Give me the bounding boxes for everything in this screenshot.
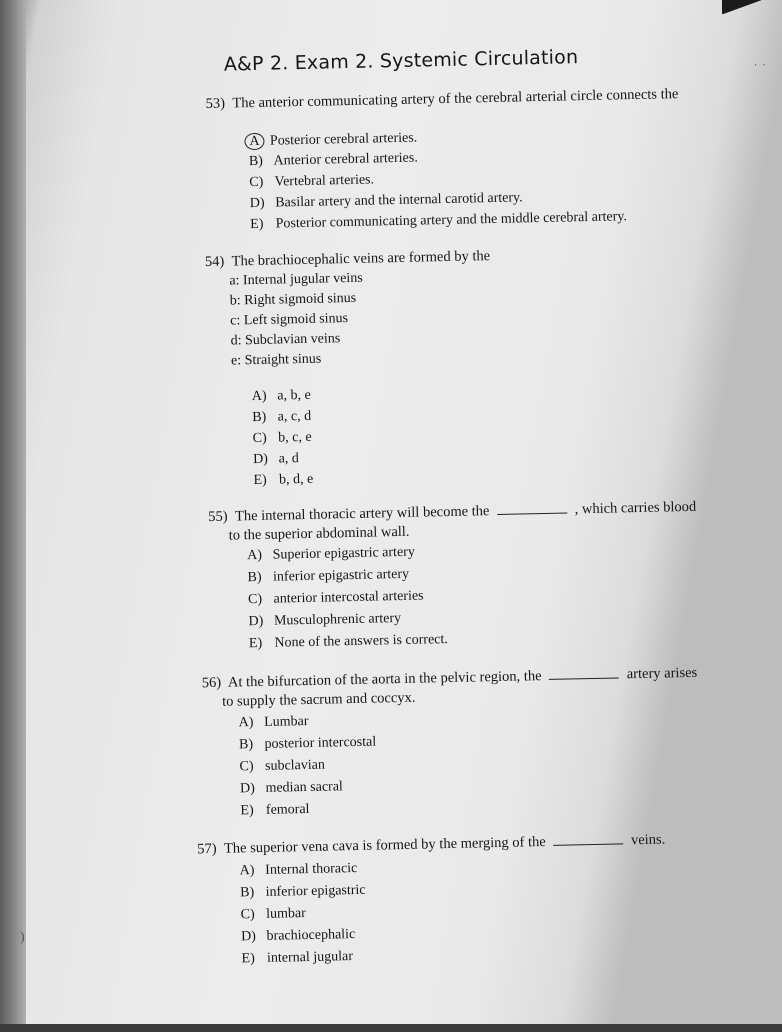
- option-text: None of the answers is correct.: [274, 632, 448, 651]
- question-55-option-e[interactable]: E) None of the answers is correct.: [248, 632, 448, 652]
- question-53-option-b[interactable]: B) Anterior cerebral arteries.: [248, 150, 418, 170]
- question-56-option-a[interactable]: A) Lumbar: [238, 713, 309, 731]
- option-text: Anterior cerebral arteries.: [273, 150, 418, 169]
- option-text: internal jugular: [266, 949, 354, 966]
- question-54-option-b[interactable]: B) a, c, d: [252, 408, 312, 426]
- option-text: Vertebral arteries.: [274, 172, 375, 190]
- question-55-option-b[interactable]: B) inferior epigastric artery: [247, 566, 410, 586]
- question-54-item-c: c: Left sigmoid sinus: [230, 311, 349, 329]
- option-text: Posterior cerebral arteries.: [269, 130, 418, 149]
- question-text-continued: , which carries blood: [574, 498, 697, 518]
- question-53-option-e[interactable]: E) Posterior communicating artery and the middle cerebral artery.: [250, 209, 628, 233]
- option-text: inferior epigastric: [265, 882, 366, 900]
- option-text: b, c, e: [278, 429, 312, 446]
- option-text: Lumbar: [263, 713, 309, 730]
- answer-blank[interactable]: [497, 501, 567, 515]
- question-57-option-c[interactable]: C) lumbar: [240, 906, 306, 923]
- question-54-option-a[interactable]: A) a, b, e: [251, 387, 311, 405]
- exam-title: A&P 2. Exam 2. Systemic Circulation: [223, 46, 579, 76]
- option-text: Musculophrenic artery: [273, 611, 402, 629]
- question-text: The internal thoracic artery will become the: [234, 503, 490, 525]
- question-55-option-a[interactable]: A) Superior epigastric artery: [246, 544, 416, 564]
- question-54-stem: [205, 248, 490, 271]
- question-text: The superior vena cava is formed by the merging of the: [223, 834, 546, 857]
- option-text: subclavian: [264, 757, 326, 774]
- circled-answer-mark: A: [244, 133, 264, 150]
- question-54-option-d[interactable]: D) a, d: [252, 451, 299, 468]
- question-57-option-d[interactable]: D) brachiocephalic: [240, 927, 356, 945]
- question-53-stem: [205, 86, 678, 113]
- option-text: anterior intercostal arteries: [273, 588, 424, 607]
- option-text: Internal thoracic: [265, 860, 358, 878]
- question-54-item-b: b: Right sigmoid sinus: [229, 290, 357, 309]
- question-56-option-c[interactable]: C) subclavian: [239, 757, 326, 775]
- question-55-option-c[interactable]: C) anterior intercostal arteries: [247, 588, 424, 608]
- question-56-stem-line-2: to supply the sacrum and coccyx.: [222, 689, 416, 710]
- option-text: inferior epigastric artery: [272, 566, 410, 585]
- question-56-option-b[interactable]: B) posterior intercostal: [238, 734, 377, 753]
- option-text: Basilar artery and the internal carotid artery.: [275, 190, 523, 211]
- question-53-option-a[interactable]: [248, 130, 417, 151]
- question-number: 53): [205, 95, 226, 112]
- question-57-stem: [197, 831, 665, 859]
- answer-blank[interactable]: [553, 831, 623, 845]
- question-53-option-d[interactable]: D) Basilar artery and the internal carotid artery.: [249, 190, 523, 212]
- margin-specks: · ·: [753, 59, 766, 72]
- option-text: a, d: [278, 451, 299, 467]
- question-57-option-a[interactable]: A) Internal thoracic: [239, 860, 358, 879]
- question-56-option-d[interactable]: D) median sacral: [239, 779, 344, 797]
- question-text: The anterior communicating artery of the cerebral arterial circle connects the: [232, 86, 679, 112]
- margin-tick: ): [20, 930, 25, 945]
- question-57-option-e[interactable]: E) internal jugular: [241, 949, 354, 967]
- question-number: 56): [201, 674, 222, 692]
- question-text: The brachiocephalic veins are formed by the: [231, 248, 491, 270]
- question-number: 57): [197, 840, 217, 858]
- option-text: brachiocephalic: [266, 927, 356, 944]
- option-text: lumbar: [265, 906, 306, 922]
- answer-blank[interactable]: [549, 665, 619, 679]
- question-54-item-a: a: Internal jugular veins: [229, 270, 363, 289]
- option-text: femoral: [265, 801, 310, 818]
- option-text: Superior epigastric artery: [272, 544, 416, 563]
- question-54-option-c[interactable]: C) b, c, e: [252, 429, 312, 447]
- question-56-stem: [202, 664, 698, 692]
- option-text: a, c, d: [277, 408, 312, 425]
- question-57-option-b[interactable]: B) inferior epigastric: [240, 882, 366, 901]
- question-number: 54): [204, 253, 225, 271]
- question-55-stem: [208, 498, 696, 526]
- question-55-stem-line-2: to the superior abdominal wall.: [228, 523, 410, 544]
- question-text-continued: veins.: [630, 831, 666, 849]
- question-56-option-e[interactable]: E) femoral: [240, 801, 310, 819]
- option-text: posterior intercostal: [264, 734, 377, 752]
- question-53-option-c[interactable]: C) Vertebral arteries.: [249, 172, 375, 191]
- question-55-option-d[interactable]: D) Musculophrenic artery: [248, 611, 402, 630]
- option-text: median sacral: [265, 779, 344, 796]
- question-number: 55): [208, 508, 228, 526]
- question-text-continued: artery arises: [626, 664, 698, 683]
- question-54-option-e[interactable]: E) b, d, e: [253, 471, 314, 489]
- option-text: Posterior communicating artery and the middle cerebral artery.: [275, 209, 628, 232]
- question-text: At the bifurcation of the aorta in the pelvic region, the: [227, 668, 542, 691]
- question-54-item-d: d: Subclavian veins: [230, 331, 341, 349]
- option-text: a, b, e: [277, 387, 311, 404]
- question-54-item-e: e: Straight sinus: [230, 351, 322, 369]
- option-text: b, d, e: [278, 471, 314, 488]
